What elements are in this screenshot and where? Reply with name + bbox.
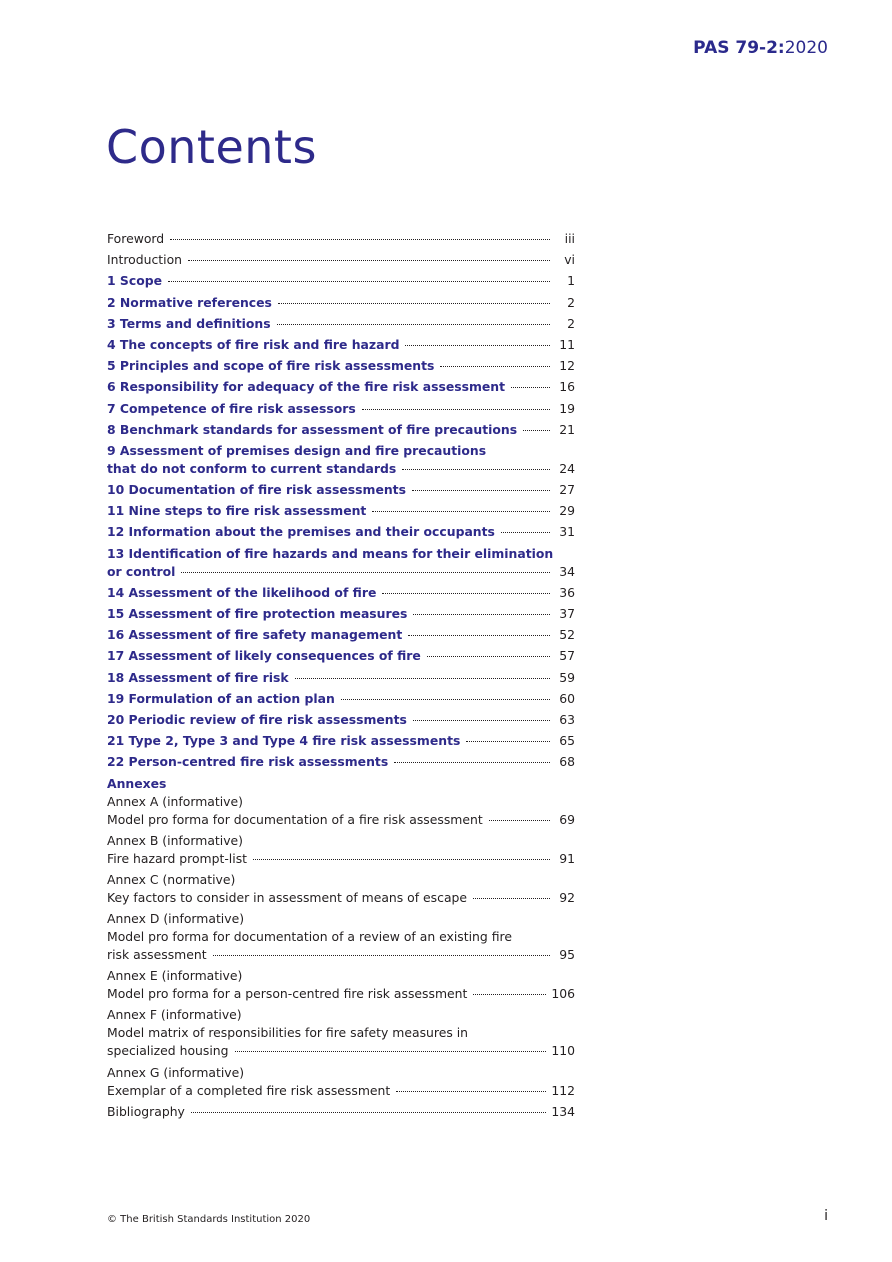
toc-entry-row [107,460,575,478]
toc-entry-chapter[interactable] [107,523,575,541]
toc-entry[interactable] [107,1006,575,1060]
dot-leader [253,859,550,860]
dot-leader [295,678,550,679]
toc-entry-label: 21 Type 2, Type 3 and Type 4 fire risk assessments [107,733,461,749]
toc-entry-label: 3 Terms and definitions [107,315,271,331]
dot-leader [181,572,550,573]
toc-entry-page: 112 [551,1082,575,1098]
toc-entry-row [107,523,575,541]
toc-entry-chapter[interactable] [107,605,575,623]
toc-entry-page: 52 [559,627,575,643]
toc-entry-label: 22 Person-centred fire risk assessments [107,754,389,770]
toc-entry-row [107,946,575,964]
toc-entry-row [107,732,575,750]
toc-entry-page: 21 [559,421,575,437]
toc-entry-label: 4 The concepts of fire risk and fire hazard [107,336,400,352]
toc-entry-chapter[interactable] [107,753,575,771]
dot-leader [188,260,550,261]
copyright-notice: © The British Standards Institution 2020 [107,1214,311,1225]
toc-entry-page: 1 [567,273,575,289]
toc-entry-page: 106 [551,986,575,1002]
toc-entry-label-line: Annex G (informative) [107,1064,245,1080]
toc-entry-label: Fire hazard prompt-list [107,850,248,866]
dot-leader [168,281,550,282]
toc-entry-page: 16 [559,379,575,395]
toc-entry-chapter[interactable] [107,711,575,729]
toc-entry-label: Introduction [107,252,183,268]
toc-entry-label: specialized housing [107,1043,229,1059]
toc-entry-page: 27 [559,482,575,498]
toc-entry-label: 6 Responsibility for adequacy of the fire risk assessment [107,379,506,395]
dot-leader [235,1051,547,1052]
dot-leader [405,345,550,346]
dot-leader [277,324,550,325]
dot-leader [408,635,550,636]
toc-entry-page: 63 [559,711,575,727]
toc-entry[interactable] [107,793,575,829]
toc-entry-row [107,584,575,602]
toc-entry-label: 14 Assessment of the likelihood of fire [107,584,377,600]
toc-entry-row [107,400,575,418]
dot-leader [473,898,550,899]
dot-leader [341,699,550,700]
dot-leader [394,762,550,763]
dot-leader [372,511,550,512]
toc-entry-page: 110 [551,1043,575,1059]
toc-entry-row [107,294,575,312]
dot-leader [501,532,550,533]
toc-entry-page: 34 [559,563,575,579]
toc-entry-label-line: Model pro forma for documentation of a review of an existing fire [107,929,512,945]
toc-entry-page: 24 [559,460,575,476]
toc-entry-label: 7 Competence of fire risk assessors [107,400,356,416]
toc-chapter-list [107,230,575,771]
toc-entry-row [107,1042,575,1060]
toc-entry-label: Key factors to consider in assessment of means of escape [107,889,468,905]
toc-entry-row [107,502,575,520]
document-code-number: PAS 79-2: [693,38,785,58]
dot-leader [396,1091,546,1092]
toc-entry-row [107,421,575,439]
document-code-year: 2020 [784,38,828,58]
toc-entry-label: 2 Normative references [107,294,272,310]
toc-entry-chapter[interactable] [107,272,575,290]
toc-entry-chapter[interactable] [107,647,575,665]
toc-entry-label: or control [107,563,176,579]
toc-entry-chapter[interactable] [107,690,575,708]
toc-entry-row [107,272,575,290]
toc-entry-page: 60 [559,690,575,706]
toc-entry-page: 91 [559,850,575,866]
toc-entry-row [107,230,575,248]
toc-entry-label: 5 Principles and scope of fire risk assessments [107,358,435,374]
page-title: Contents [106,120,317,174]
toc-entry[interactable] [107,967,575,1003]
toc-entry-row [107,605,575,623]
toc-entry-chapter[interactable] [107,545,575,581]
toc-entry[interactable] [107,251,575,269]
toc-entry-label: 16 Assessment of fire safety management [107,627,403,643]
toc-entry-row [107,647,575,665]
toc-entry-chapter[interactable] [107,502,575,520]
dot-leader [402,469,550,470]
toc-entry-chapter[interactable] [107,584,575,602]
toc-entry-bibliography[interactable] [107,1103,575,1121]
document-code [693,38,828,58]
toc-entry-page: 31 [559,524,575,540]
toc-annex-list [107,793,575,1100]
toc-entry-row [107,626,575,644]
toc-entry[interactable] [107,910,575,964]
toc-entry-label: Foreword [107,231,165,246]
toc-entry-page: 59 [559,669,575,685]
toc-entry-page: 69 [559,811,575,827]
toc-entry-row [107,357,575,375]
toc-entry-label-line: Model matrix of responsibilities for fire safety measures in [107,1025,469,1041]
toc-entry-chapter[interactable] [107,315,575,333]
toc-entry-page: 2 [567,315,575,331]
toc-entry-page: 37 [559,606,575,621]
toc-entry[interactable] [107,832,575,868]
toc-entry-chapter[interactable] [107,481,575,499]
toc-entry-row [107,1082,575,1100]
toc-entry-row [107,563,575,581]
toc-entry-label: Bibliography [107,1103,185,1119]
toc-entry-label: 18 Assessment of fire risk [107,669,289,685]
toc-entry-row [107,850,575,868]
dot-leader [473,994,546,995]
toc-entry[interactable] [107,230,575,248]
toc-entry-chapter[interactable] [107,357,575,375]
toc-entry-label: that do not conform to current standards [107,460,397,476]
toc-entry-row [107,811,575,829]
toc-entry-label-line: 13 Identification of fire hazards and means for their elimination [107,545,554,561]
dot-leader [413,614,550,615]
toc-entry-page: 19 [559,400,575,416]
page-number: i [824,1208,828,1224]
toc-entry-page: 57 [559,648,575,664]
dot-leader [427,656,550,657]
dot-leader [382,593,550,594]
dot-leader [362,409,550,410]
toc-entry-label: 1 Scope [107,273,162,289]
toc-entry-chapter[interactable] [107,732,575,750]
dot-leader [213,955,550,956]
table-of-contents [107,230,575,1124]
toc-entry-page: 29 [559,503,575,519]
toc-entry-label: 19 Formulation of an action plan [107,690,335,706]
dot-leader [412,490,550,491]
toc-entry-page: 11 [559,336,575,352]
toc-entry[interactable] [107,1064,575,1100]
dot-leader [489,820,550,821]
toc-entry-label: Model pro forma for a person-centred fire risk assessment [107,986,468,1002]
toc-entry-chapter[interactable] [107,400,575,418]
dot-leader [170,239,550,240]
dot-leader [511,387,550,388]
toc-entry-page: 2 [567,294,575,310]
toc-entry-label: 15 Assessment of fire protection measures [107,606,408,621]
toc-entry-chapter[interactable] [107,442,575,478]
toc-entry-chapter[interactable] [107,336,575,354]
toc-entry-chapter[interactable] [107,294,575,312]
toc-entry-page: 65 [559,733,575,749]
toc-entry-label: risk assessment [107,947,207,963]
toc-entry-page: 95 [559,947,575,963]
toc-entry-row [107,251,575,269]
dot-leader [278,303,550,304]
toc-entry[interactable] [107,871,575,907]
toc-entry-page: 68 [559,754,575,770]
toc-entry-label: 11 Nine steps to fire risk assessment [107,503,367,519]
toc-entry-page: 134 [551,1103,575,1119]
toc-entry-chapter[interactable] [107,378,575,396]
toc-entry-label: 8 Benchmark standards for assessment of fire precautions [107,421,518,437]
toc-entry-label-line: Annex D (informative) [107,911,245,927]
toc-entry-row [107,985,575,1003]
dot-leader [440,366,550,367]
toc-entry-row [107,690,575,708]
toc-entry-page: iii [564,231,575,246]
toc-entry-label-line: 9 Assessment of premises design and fire precautions [107,442,487,458]
dot-leader [523,430,550,431]
toc-entry-page: vi [564,252,575,268]
toc-entry-label: Exemplar of a completed fire risk assessment [107,1082,391,1098]
toc-entry-label: 12 Information about the premises and their occupants [107,524,495,540]
toc-entry-row [107,315,575,333]
toc-entry-label: 17 Assessment of likely consequences of fire [107,648,421,664]
toc-entry-page: 36 [559,584,575,600]
dot-leader [413,720,550,721]
toc-entry-label: 10 Documentation of fire risk assessments [107,482,406,498]
toc-entry-chapter[interactable] [107,669,575,687]
toc-entry-row [107,336,575,354]
dot-leader [191,1112,546,1113]
toc-entry-page: 92 [559,889,575,905]
toc-entry-row [107,753,575,771]
toc-entry-chapter[interactable] [107,421,575,439]
dot-leader [466,741,550,742]
toc-entry-row [107,711,575,729]
toc-entry-label-line: Annex F (informative) [107,1007,242,1023]
toc-entry-label-line: Annex A (informative) [107,793,243,809]
toc-entry-label-line: Annex E (informative) [107,968,243,984]
toc-entry-label: 20 Periodic review of fire risk assessments [107,711,407,727]
toc-entry-row [107,378,575,396]
toc-entry-page: 12 [559,358,575,374]
toc-entry-chapter[interactable] [107,626,575,644]
toc-entry-row [107,481,575,499]
toc-entry-row [107,669,575,687]
toc-entry-label-line: Annex C (normative) [107,871,236,887]
toc-entry-row [107,889,575,907]
toc-entry-label-line: Annex B (informative) [107,832,244,848]
annexes-heading: Annexes [107,775,167,791]
toc-entry-label: Model pro forma for documentation of a fire risk assessment [107,811,483,827]
